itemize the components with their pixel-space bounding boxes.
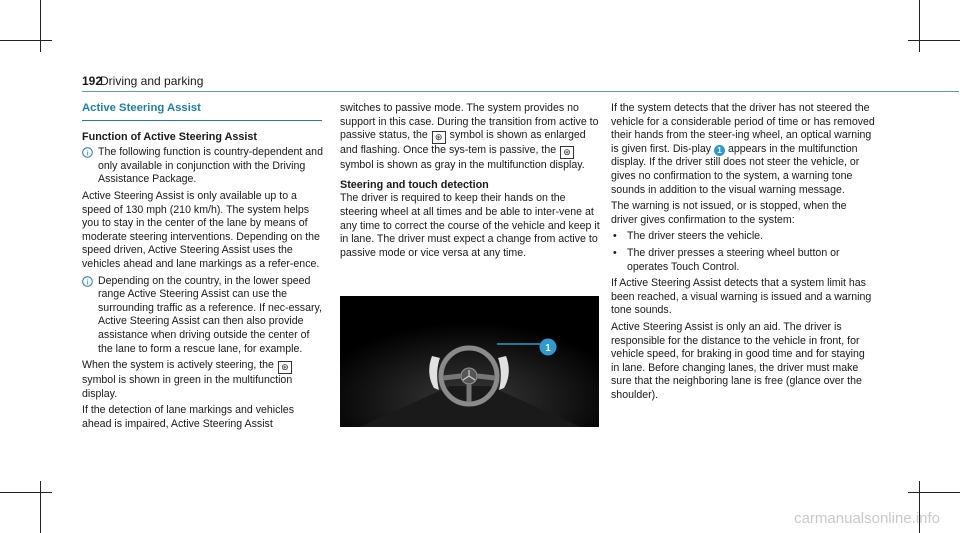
- crop-mark: [40, 0, 41, 52]
- steering-assist-icon: ⊛: [432, 131, 446, 144]
- paragraph-text: symbol is shown as enlarged and flashing. Once the sys-tem is passive, the: [340, 129, 586, 157]
- page-number: 192: [82, 74, 103, 88]
- paragraph: If Active Steering Assist detects that a system limit has been reached, a visual warning is issued and a warning tone sounds.: [611, 277, 872, 317]
- paragraph-text: If the system detects that the driver has not steered the vehicle for a considerable period of time or has removed their hands from the steer-ing wheel, an optical warning is given first. Dis-play: [611, 102, 875, 155]
- crop-mark: [40, 481, 41, 533]
- header-rule: [82, 91, 959, 92]
- paragraph: The warning is not issued, or is stopped, when the driver gives confirmation to the system:: [611, 200, 847, 226]
- note-text: Depending on the country, in the lower speed range Active Steering Assist can use the surrounding traffic as a reference. If nec-essary, Active Steering Assist can then also provide assistance when driving outside the center of the lane to form a rescue lane, for example.: [98, 274, 322, 355]
- note: [82, 146, 326, 187]
- paragraph-text: appears in the multifunction display. If the driver still does not steer the vehicle, or gives no confirmation to the system, a warning tone sounds in addition to the visual warning message.: [611, 142, 860, 196]
- chapter-title: Driving and parking: [100, 74, 204, 88]
- paragraph-text: When the system is actively steering, the: [82, 359, 274, 372]
- paragraph: The driver is required to keep their hands on the steering wheel at all times and be able to inter-vene at any time to correct the course of the vehicle and keep it in lane. The driver must expect a change from active to passive mode or vice versa at any time.: [340, 192, 600, 259]
- watermark: carmanualsonline.info: [794, 510, 940, 527]
- note-text: The following function is country-dependent and only available in conjunction with the Driving Assistance Package.: [98, 146, 323, 186]
- info-icon: [82, 147, 93, 158]
- steering-wheel-hands-graphic: [340, 296, 599, 427]
- svg-text:i: i: [86, 148, 89, 158]
- section-title: Active Steering Assist: [82, 102, 322, 121]
- paragraph: If the detection of lane markings and vehicles ahead is impaired, Active Steering Assist: [82, 404, 294, 430]
- paragraph: [340, 102, 602, 173]
- column-2: [340, 102, 602, 260]
- subsection-title: Function of Active Steering Assist: [82, 130, 257, 143]
- paragraph: [611, 102, 875, 197]
- steering-wheel-illustration: [340, 296, 599, 427]
- callout-badge: 1: [714, 145, 725, 156]
- crop-mark: [908, 492, 960, 493]
- crop-mark: [919, 0, 920, 52]
- paragraph-text: symbol is shown in green in the multifunction display.: [82, 374, 293, 400]
- paragraph: Active Steering Assist is only an aid. The driver is responsible for the distance to the vehicle in front, for vehicle speed, for braking in good time and for staying in lane. Before changing lanes, the driver must make sure that the neighboring lane is free (glance over the shoulder).: [611, 320, 865, 401]
- paragraph-text: symbol is shown as gray in the multifunction display.: [340, 159, 585, 172]
- column-3: [611, 102, 875, 402]
- steering-assist-icon: ⊛: [278, 361, 292, 374]
- subsection-title: Steering and touch detection: [340, 178, 489, 191]
- svg-text:i: i: [86, 276, 89, 286]
- note: [82, 275, 326, 357]
- bullet-item: • The driver presses a steering wheel button or operates Touch Control.: [611, 247, 875, 274]
- bullet-item: • The driver steers the vehicle.: [611, 230, 875, 244]
- paragraph: [82, 359, 326, 401]
- paragraph-text: switches to passive mode. The system provides no support in this case. During the transition from active to passive status, the: [340, 102, 599, 142]
- crop-mark: [908, 40, 960, 41]
- figure-callout: 1: [545, 343, 551, 354]
- crop-mark: [0, 40, 52, 41]
- crop-mark: [0, 492, 52, 493]
- column-1: [82, 102, 326, 431]
- info-icon: [82, 276, 93, 287]
- steering-assist-icon: ⊛: [560, 146, 574, 159]
- paragraph: Active Steering Assist is only available up to a speed of 130 mph (210 km/h). The system helps you to stay in the center of the lane by means of moderate steering interventions. Depending on the speed driven, Active Steering Assist uses the vehicles ahead and lane markings as a refer-ence.: [82, 189, 320, 270]
